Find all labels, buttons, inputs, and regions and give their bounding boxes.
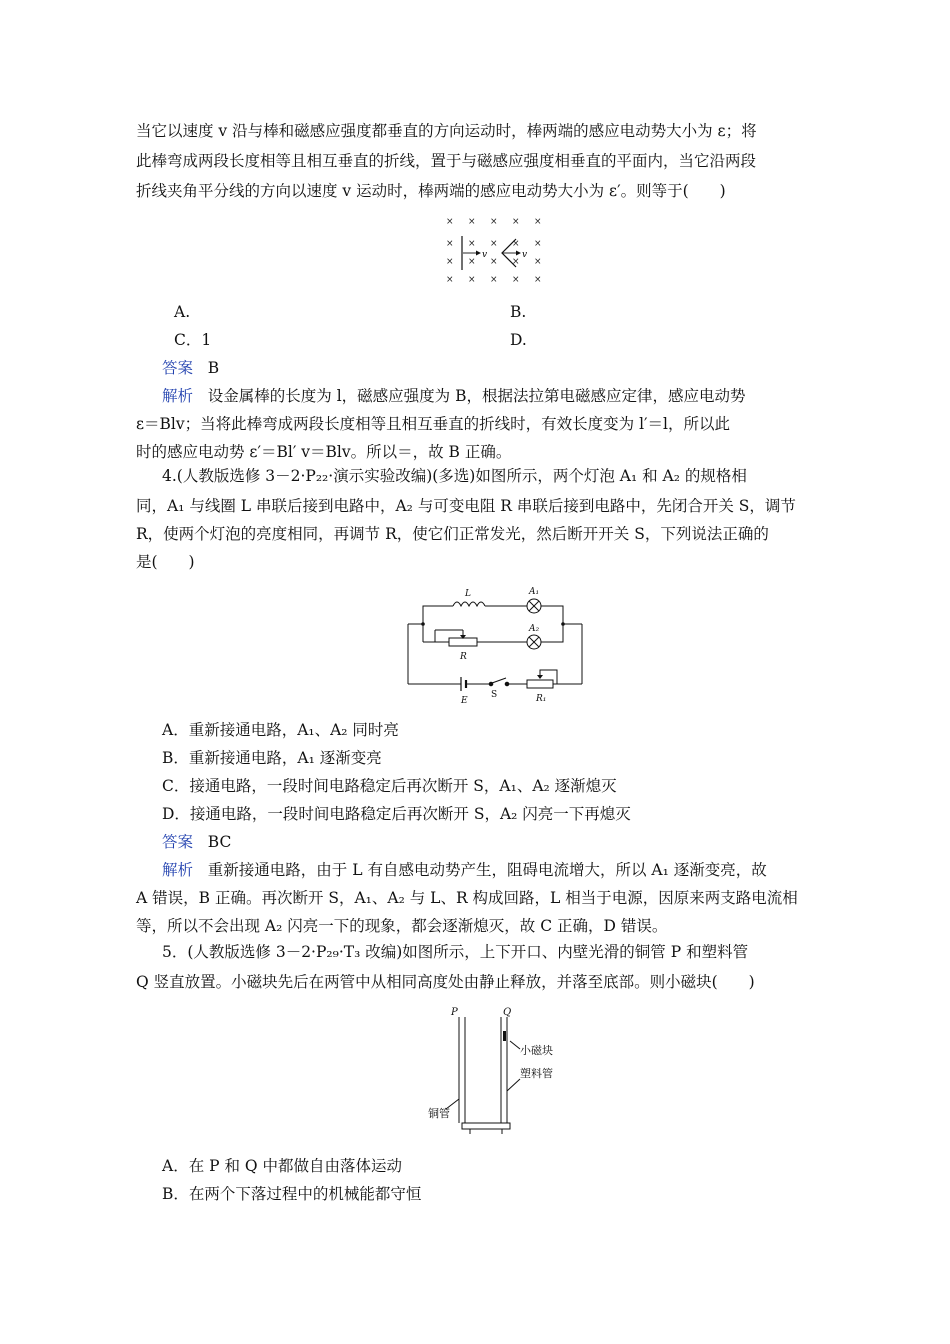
q4-analysis-1 xyxy=(162,860,767,880)
svg-text:×: × xyxy=(446,257,454,267)
q3-option-c: C．1 xyxy=(174,331,212,349)
inductor-coil xyxy=(453,602,485,606)
q4-option-d: D．接通电路，一段时间电路稳定后再次断开 S，A₂ 闪亮一下再熄灭 xyxy=(162,805,631,823)
svg-text:×: × xyxy=(490,217,498,227)
analysis-label: 解析 xyxy=(162,861,194,879)
variable-resistor-r xyxy=(449,638,477,646)
label-r: R xyxy=(460,652,467,662)
svg-text:×: × xyxy=(446,275,454,284)
svg-text:×: × xyxy=(534,257,542,267)
label-s: S xyxy=(491,690,498,700)
svg-text:×: × xyxy=(490,257,498,267)
svg-text:×: × xyxy=(512,275,520,284)
label-a1: A₁ xyxy=(529,587,540,597)
svg-text:×: × xyxy=(512,217,520,227)
q4-option-b: B．重新接通电路，A₁ 逐渐变亮 xyxy=(162,749,382,767)
label-q: Q xyxy=(503,1007,512,1018)
svg-text:×: × xyxy=(468,239,476,249)
q3-analysis-3: 时的感应电动势 ε′＝Bl′ v＝Blv。所以＝，故 B 正确。 xyxy=(136,443,512,461)
base-plate xyxy=(462,1123,510,1129)
q3-option-a: A. xyxy=(174,303,191,321)
answer-label: 答案 xyxy=(162,359,194,377)
svg-text:×: × xyxy=(512,239,520,249)
q3-answer xyxy=(162,358,219,378)
q5-line-1: 5．(人教版选修 3－2·P₂₉·T₃ 改编)如图所示，上下开口、内壁光滑的铜管 P 和塑料管 xyxy=(162,943,749,961)
field-crosses xyxy=(446,217,542,284)
circuit-diagram xyxy=(405,584,587,706)
label-e: E xyxy=(461,696,468,706)
svg-text:×: × xyxy=(446,217,454,227)
rheostat-r1 xyxy=(527,680,553,688)
answer-label: 答案 xyxy=(162,833,194,851)
q4-line-2: 同，A₁ 与线圈 L 串联后接到电路中，A₂ 与可变电阻 R 串联后接到电路中，先闭合开关 S，调节 xyxy=(136,497,796,515)
label-magnet: 小磁块 xyxy=(520,1044,553,1057)
q5-line-2: Q 竖直放置。小磁块先后在两管中从相同高度处由静止释放，并落至底部。则小磁块( ) xyxy=(136,973,755,991)
small-magnet xyxy=(503,1031,506,1041)
svg-text:×: × xyxy=(534,217,542,227)
answer-value: B xyxy=(207,359,220,377)
analysis-label: 解析 xyxy=(162,387,194,405)
svg-text:×: × xyxy=(534,239,542,249)
analysis-text: 重新接通电路，由于 L 有自感电动势产生，阻碍电流增大，所以 A₁ 逐渐变亮，故 xyxy=(207,861,767,879)
label-plastic-tube: 塑料管 xyxy=(520,1067,553,1080)
svg-text:×: × xyxy=(534,275,542,284)
label-r1: R₁ xyxy=(536,694,547,704)
v-label-1: v xyxy=(482,250,488,260)
q3-option-d: D. xyxy=(510,331,527,349)
label-l: L xyxy=(465,589,471,599)
svg-text:×: × xyxy=(446,239,454,249)
svg-text:×: × xyxy=(512,257,520,267)
answer-value: BC xyxy=(207,833,232,851)
svg-text:×: × xyxy=(468,275,476,284)
q3-analysis-1 xyxy=(162,386,746,406)
q4-analysis-3: 等，所以不会出现 A₂ 闪亮一下的现象，都会逐渐熄灭，故 C 正确，D 错误。 xyxy=(136,917,668,935)
q4-analysis-2: A 错误，B 正确。再次断开 S，A₁、A₂ 与 L、R 构成回路，L 相当于电源，因原来两支路电流相 xyxy=(136,889,798,907)
q4-line-3: R，使两个灯泡的亮度相同，再调节 R，使它们正常发光，然后断开开关 S，下列说法正确的 xyxy=(136,525,769,543)
q5-option-b: B．在两个下落过程中的机械能都守恒 xyxy=(162,1185,422,1203)
switch-s xyxy=(492,678,506,683)
svg-text:×: × xyxy=(468,257,476,267)
label-copper-tube: 铜管 xyxy=(428,1107,450,1120)
q3-line-1: 当它以速度 v 沿与棒和磁感应强度都垂直的方向运动时，棒两端的感应电动势大小为 ε；将 xyxy=(136,122,757,140)
q3-analysis-2: ε＝Blv；当将此棒弯成两段长度相等且相互垂直的折线时，有效长度变为 l′＝l，所以此 xyxy=(136,415,730,433)
q5-option-a: A．在 P 和 Q 中都做自由落体运动 xyxy=(162,1157,403,1175)
q4-option-c: C．接通电路，一段时间电路稳定后再次断开 S，A₁、A₂ 逐渐熄灭 xyxy=(162,777,617,795)
q4-option-a: A．重新接通电路，A₁、A₂ 同时亮 xyxy=(162,721,399,739)
analysis-text: 设金属棒的长度为 l，磁感应强度为 B，根据法拉第电磁感应定律，感应电动势 xyxy=(207,387,746,405)
magnetic-field-figure xyxy=(440,212,550,284)
label-p: P xyxy=(451,1007,458,1018)
svg-text:×: × xyxy=(490,275,498,284)
q4-answer xyxy=(162,832,231,852)
q3-line-2: 此棒弯成两段长度相等且相互垂直的折线，置于与磁感应强度相垂直的平面内，当它沿两段 xyxy=(136,152,757,170)
v-label-2: v xyxy=(522,250,528,260)
tubes-figure xyxy=(428,1005,588,1140)
q4-line-1: 4.(人教版选修 3－2·P₂₂·演示实验改编)(多选)如图所示，两个灯泡 A₁ 和 A₂ 的规格相 xyxy=(162,467,747,485)
q3-line-3: 折线夹角平分线的方向以速度 v 运动时，棒两端的感应电动势大小为 ε′。则等于( ) xyxy=(136,182,726,200)
q3-option-b: B. xyxy=(510,303,527,321)
label-a2: A₂ xyxy=(529,624,540,634)
svg-text:×: × xyxy=(468,217,476,227)
q4-line-4: 是( ) xyxy=(136,553,195,571)
svg-text:×: × xyxy=(490,239,498,249)
